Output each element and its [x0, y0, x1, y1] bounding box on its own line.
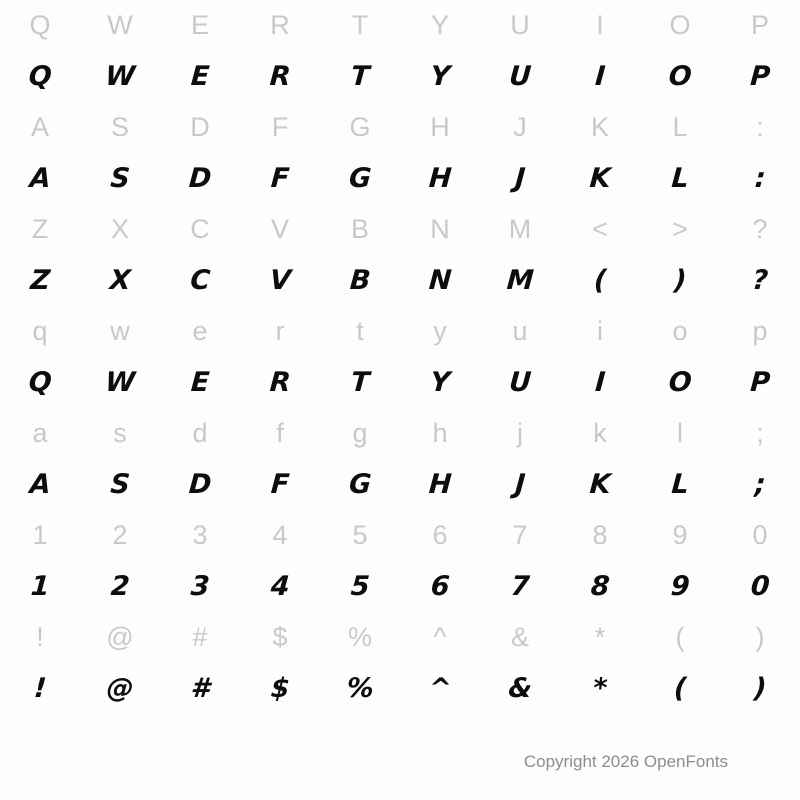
glyph-row-pair-3 [0, 306, 800, 408]
reference-glyph: ^ [433, 621, 447, 652]
sample-glyph: E [189, 366, 211, 398]
sample-glyph: Y [429, 60, 451, 92]
reference-glyph: R [270, 9, 290, 40]
reference-glyph: P [750, 9, 769, 40]
reference-glyph: p [752, 315, 768, 346]
reference-row-0 [0, 0, 800, 50]
reference-glyph: 0 [752, 519, 768, 550]
reference-glyph: r [275, 315, 285, 346]
reference-glyph: ! [36, 621, 44, 652]
reference-glyph: ) [755, 621, 765, 652]
reference-glyph: @ [106, 621, 134, 652]
sample-glyph: 3 [189, 570, 211, 602]
reference-glyph: : [756, 111, 764, 142]
sample-glyph: # [189, 672, 211, 704]
reference-row-6 [0, 612, 800, 662]
sample-glyph: 9 [669, 570, 691, 602]
reference-row-3 [0, 306, 800, 356]
sample-glyph: 8 [589, 570, 611, 602]
reference-glyph: Y [430, 9, 449, 40]
sample-glyph: A [28, 162, 52, 194]
reference-glyph: e [192, 315, 208, 346]
sample-glyph: K [588, 162, 612, 194]
sample-glyph: M [505, 264, 535, 296]
reference-glyph: 5 [352, 519, 368, 550]
reference-glyph: 4 [272, 519, 288, 550]
sample-glyph: 1 [29, 570, 51, 602]
sample-glyph: E [189, 60, 211, 92]
sample-glyph: & [507, 672, 533, 704]
sample-glyph: 0 [749, 570, 771, 602]
sample-glyph: I [594, 60, 606, 92]
glyph-row-pair-6 [0, 612, 800, 714]
reference-glyph: B [350, 213, 369, 244]
reference-glyph: i [597, 315, 603, 346]
sample-glyph: ; [753, 468, 767, 500]
sample-glyph: T [349, 366, 371, 398]
reference-glyph: L [672, 111, 688, 142]
sample-glyph: Z [29, 264, 51, 296]
sample-glyph: ^ [427, 672, 453, 704]
reference-glyph: C [190, 213, 210, 244]
reference-glyph: F [271, 111, 289, 142]
sample-glyph: $ [269, 672, 291, 704]
sample-glyph: ) [672, 264, 688, 296]
sample-glyph: J [514, 468, 526, 500]
sample-glyph: O [667, 366, 693, 398]
glyph-row-pair-1 [0, 102, 800, 204]
sample-row-0 [0, 50, 800, 102]
sample-glyph: Q [27, 366, 53, 398]
sample-glyph: K [588, 468, 612, 500]
reference-row-5 [0, 510, 800, 560]
reference-row-4 [0, 408, 800, 458]
sample-glyph: C [189, 264, 211, 296]
reference-glyph: I [596, 9, 604, 40]
reference-glyph: t [356, 315, 364, 346]
sample-glyph: G [348, 468, 372, 500]
sample-glyph: R [268, 366, 292, 398]
sample-glyph: 4 [269, 570, 291, 602]
sample-glyph: : [753, 162, 767, 194]
glyph-row-pair-0 [0, 0, 800, 102]
reference-glyph: % [347, 621, 372, 652]
sample-glyph: T [349, 60, 371, 92]
reference-glyph: j [517, 417, 523, 448]
reference-glyph: s [113, 417, 127, 448]
sample-glyph: X [108, 264, 132, 296]
sample-row-6 [0, 662, 800, 714]
sample-glyph: ( [672, 672, 688, 704]
sample-glyph: P [749, 60, 771, 92]
sample-glyph: U [508, 366, 532, 398]
reference-glyph: D [190, 111, 210, 142]
sample-glyph: R [268, 60, 292, 92]
reference-glyph: O [669, 9, 691, 40]
reference-glyph: h [432, 417, 448, 448]
sample-glyph: % [345, 672, 375, 704]
reference-glyph: q [32, 315, 48, 346]
sample-glyph: ) [752, 672, 768, 704]
reference-glyph: 7 [512, 519, 528, 550]
sample-glyph: 7 [509, 570, 531, 602]
reference-glyph: $ [272, 621, 288, 652]
sample-glyph: I [594, 366, 606, 398]
reference-glyph: W [107, 9, 133, 40]
reference-glyph: 8 [592, 519, 608, 550]
sample-glyph: L [670, 468, 690, 500]
reference-glyph: S [110, 111, 129, 142]
sample-glyph: N [427, 264, 453, 296]
sample-glyph: W [104, 60, 136, 92]
reference-glyph: Z [31, 213, 49, 244]
reference-glyph: Q [29, 9, 51, 40]
reference-glyph: X [110, 213, 129, 244]
sample-row-5 [0, 560, 800, 612]
glyph-row-pair-4 [0, 408, 800, 510]
sample-glyph: H [427, 468, 453, 500]
reference-glyph: g [352, 417, 368, 448]
sample-glyph: S [109, 468, 131, 500]
sample-glyph: A [28, 468, 52, 500]
reference-glyph: J [513, 111, 527, 142]
glyph-row-pair-5 [0, 510, 800, 612]
reference-glyph: o [672, 315, 688, 346]
reference-glyph: T [351, 9, 369, 40]
reference-row-1 [0, 102, 800, 152]
sample-glyph: @ [105, 672, 135, 704]
reference-glyph: 2 [112, 519, 128, 550]
sample-row-1 [0, 152, 800, 204]
sample-row-4 [0, 458, 800, 510]
sample-glyph: D [187, 162, 213, 194]
reference-glyph: 1 [32, 519, 48, 550]
reference-glyph: ( [675, 621, 685, 652]
reference-row-2 [0, 204, 800, 254]
reference-glyph: < [592, 213, 608, 244]
reference-glyph: d [192, 417, 208, 448]
reference-glyph: u [512, 315, 528, 346]
reference-glyph: N [430, 213, 450, 244]
reference-glyph: a [32, 417, 48, 448]
reference-glyph: 3 [192, 519, 208, 550]
reference-glyph: w [110, 315, 130, 346]
sample-glyph: ! [32, 672, 47, 704]
reference-glyph: y [433, 315, 447, 346]
reference-glyph: M [508, 213, 532, 244]
reference-glyph: H [430, 111, 450, 142]
sample-glyph: J [514, 162, 526, 194]
glyph-row-pair-2 [0, 204, 800, 306]
reference-glyph: E [190, 9, 209, 40]
sample-glyph: L [670, 162, 690, 194]
reference-glyph: * [594, 621, 606, 652]
sample-glyph: ? [751, 264, 769, 296]
reference-glyph: 6 [432, 519, 448, 550]
reference-glyph: > [672, 213, 688, 244]
sample-glyph: F [269, 468, 291, 500]
reference-glyph: f [276, 417, 284, 448]
sample-glyph: D [187, 468, 213, 500]
sample-glyph: O [667, 60, 693, 92]
sample-row-3 [0, 356, 800, 408]
sample-glyph: P [749, 366, 771, 398]
sample-glyph: V [268, 264, 292, 296]
sample-glyph: 2 [109, 570, 131, 602]
sample-glyph: F [269, 162, 291, 194]
sample-glyph: * [592, 672, 608, 704]
sample-glyph: W [104, 366, 136, 398]
sample-glyph: ( [592, 264, 608, 296]
sample-glyph: H [427, 162, 453, 194]
sample-glyph: U [508, 60, 532, 92]
sample-glyph: B [348, 264, 372, 296]
reference-glyph: k [593, 417, 607, 448]
reference-glyph: l [677, 417, 683, 448]
sample-glyph: G [348, 162, 372, 194]
sample-glyph: Q [27, 60, 53, 92]
reference-glyph: K [590, 111, 609, 142]
sample-glyph: S [109, 162, 131, 194]
reference-glyph: A [30, 111, 49, 142]
reference-glyph: ? [752, 213, 768, 244]
reference-glyph: V [270, 213, 289, 244]
sample-glyph: 6 [429, 570, 451, 602]
reference-glyph: & [510, 621, 529, 652]
reference-glyph: U [510, 9, 530, 40]
reference-glyph: ; [756, 417, 764, 448]
reference-glyph: # [192, 621, 208, 652]
sample-glyph: 5 [349, 570, 371, 602]
reference-glyph: G [349, 111, 371, 142]
sample-glyph: Y [429, 366, 451, 398]
copyright-notice: Copyright 2026 OpenFonts [523, 752, 728, 771]
reference-glyph: 9 [672, 519, 688, 550]
sample-row-2 [0, 254, 800, 306]
